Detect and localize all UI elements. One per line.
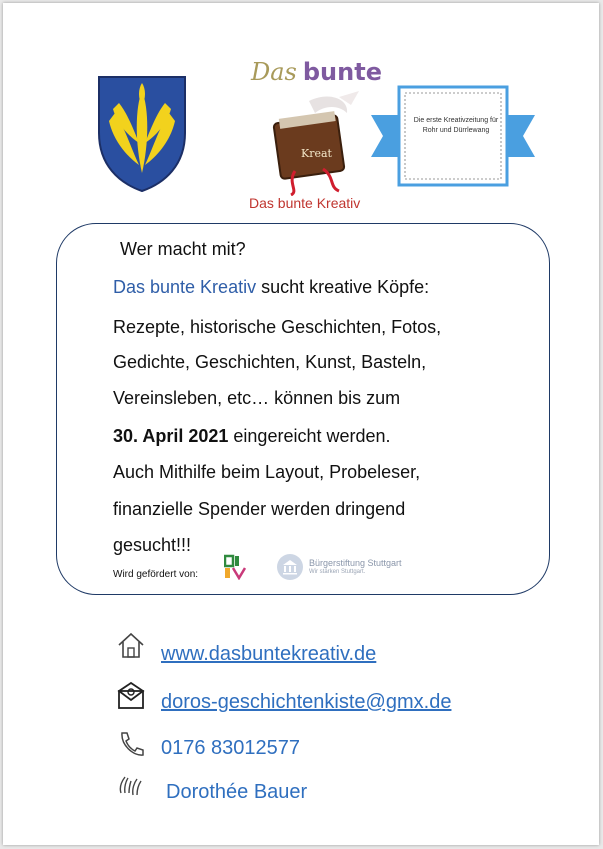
sponsor-label: Wird gefördert von:: [113, 569, 199, 580]
sponsor-logo-1: [224, 554, 246, 580]
card-line-4: Vereinsleben, etc… können bis zum: [113, 388, 401, 408]
logo-title: [251, 58, 382, 86]
waving-hands-icon: [116, 771, 146, 801]
sponsor-2-name: Bürgerstiftung Stuttgart: [309, 558, 402, 568]
website-link[interactable]: www.dasbuntekreativ.de: [161, 643, 377, 665]
phone-icon: [116, 729, 146, 759]
logo-caption: Das bunte Kreativ: [249, 195, 361, 211]
logo-title-das: Das: [251, 58, 297, 86]
coat-of-arms-emblem: [95, 73, 189, 193]
sponsor-2-tagline: Wir stärken Stuttgart.: [309, 569, 366, 575]
card-line-3: Gedichte, Geschichten, Kunst, Basteln,: [113, 352, 427, 372]
document-page: [3, 3, 599, 845]
ribbon-text: Die erste Kreativzeitung für Rohr und Dürrlewang: [413, 117, 499, 134]
card-heading: Wer macht mit?: [120, 239, 246, 259]
phone-number: 0176 83012577: [161, 737, 301, 759]
ribbon-banner: [371, 85, 535, 187]
card-line-8: gesucht!!!: [113, 535, 192, 555]
card-line-5: [113, 426, 391, 447]
card-line-1: [113, 277, 429, 298]
contact-person: Dorothée Bauer: [166, 781, 308, 803]
home-icon: [116, 630, 146, 660]
card-line-5-rest: eingereicht werden.: [228, 426, 391, 446]
logo-title-bunte: bunte: [302, 58, 382, 86]
card-line-7: finanzielle Spender werden dringend: [113, 499, 406, 519]
logo-book-label: Kreat: [301, 147, 332, 160]
deadline-date: 30. April 2021: [113, 426, 229, 446]
brand-name: Das bunte Kreativ: [113, 277, 257, 297]
card-line-6: Auch Mithilfe beim Layout, Probeleser,: [113, 462, 421, 482]
card-line-1-rest: sucht kreative Köpfe:: [256, 277, 430, 297]
sponsor-building-glyph: [282, 559, 298, 575]
email-icon: [116, 681, 146, 711]
card-line-2: Rezepte, historische Geschichten, Fotos,: [113, 317, 442, 337]
email-link[interactable]: doros-geschichtenkiste@gmx.de: [161, 691, 452, 713]
book-illustration: [239, 91, 379, 196]
